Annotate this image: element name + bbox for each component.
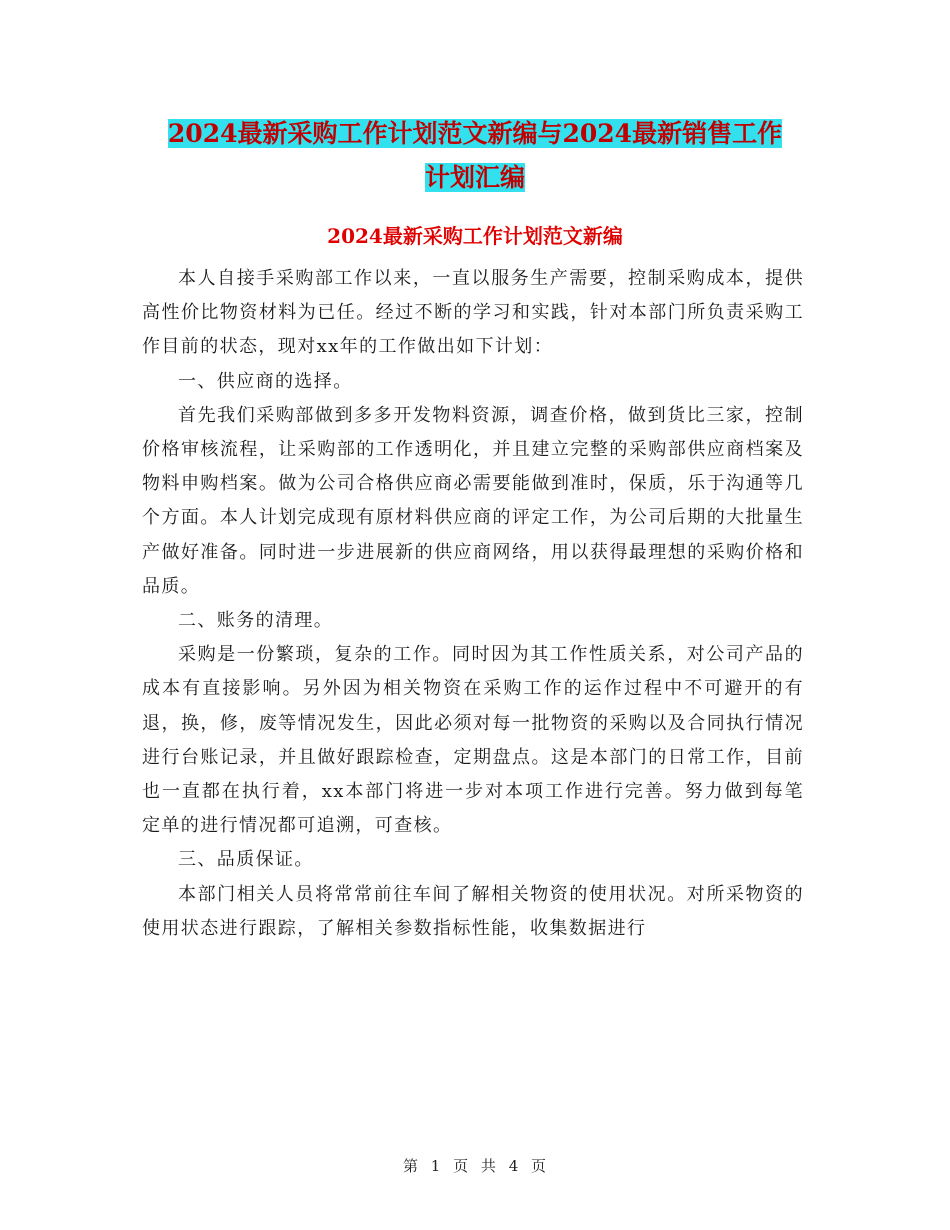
heading-accounts: 二、账务的清理。: [178, 610, 334, 632]
footer-page-number: 1: [430, 1157, 442, 1175]
paragraph-supplier: 首先我们采购部做到多多开发物料资源，调查价格，做到货比三家，控制价格审核流程，让采购部的工作透明化，并且建立完整的采购部供应商档案及物料申购档案。做为公司合格供应商必需要能做到准时，保质，乐于沟通等几个方面。本人计划完成现有原材料供应商的评定工作，为公司后期的大批量生产做好准备。同时进一步进展新的供应商网络，用以获得最理想的采购价格和品质。: [142, 404, 804, 597]
paragraph-accounts: 采购是一份繁琐，复杂的工作。同时因为其工作性质关系，对公司产品的成本有直接影响。另外因为相关物资在采购工作的运作过程中不可避开的有退，换，修，废等情况发生，因此必须对每一批物资的采购以及合同执行情况进行台账记录，并且做好跟踪检查，定期盘点。这是本部门的日常工作，目前也一直都在执行着，xx本部门将进一步对本项工作进行完善。努力做到每笔定单的进行情况都可追溯，可查核。: [142, 644, 804, 837]
paragraph-quality: 本部门相关人员将常常前往车间了解相关物资的使用状况。对所采物资的使用状态进行跟踪，了解相关参数指标性能，收集数据进行: [142, 883, 804, 939]
paragraph-intro: 本人自接手采购部工作以来，一直以服务生产需要，控制采购成本，提供高性价比物资材料为已任。经过不断的学习和实践，针对本部门所负责采购工作目前的状态，现对xx年的工作做出如下计划：: [142, 268, 804, 358]
document-title-line2: 计划汇编: [424, 163, 525, 192]
document-title-line1: 2024最新采购工作计划范文新编与2024最新销售工作: [167, 119, 783, 148]
heading-quality: 三、品质保证。: [178, 849, 314, 871]
footer-label-total: 共: [480, 1157, 497, 1175]
section-title: 2024最新采购工作计划范文新编: [327, 224, 623, 248]
document-title: [0, 112, 950, 200]
page-footer: [0, 1155, 950, 1176]
footer-label-page: 第: [402, 1157, 419, 1175]
document-body: [142, 262, 804, 946]
heading-supplier: 一、供应商的选择。: [178, 370, 353, 392]
footer-label-unit2: 页: [531, 1157, 548, 1175]
footer-total-pages: 4: [508, 1157, 520, 1175]
footer-label-unit: 页: [453, 1157, 470, 1175]
